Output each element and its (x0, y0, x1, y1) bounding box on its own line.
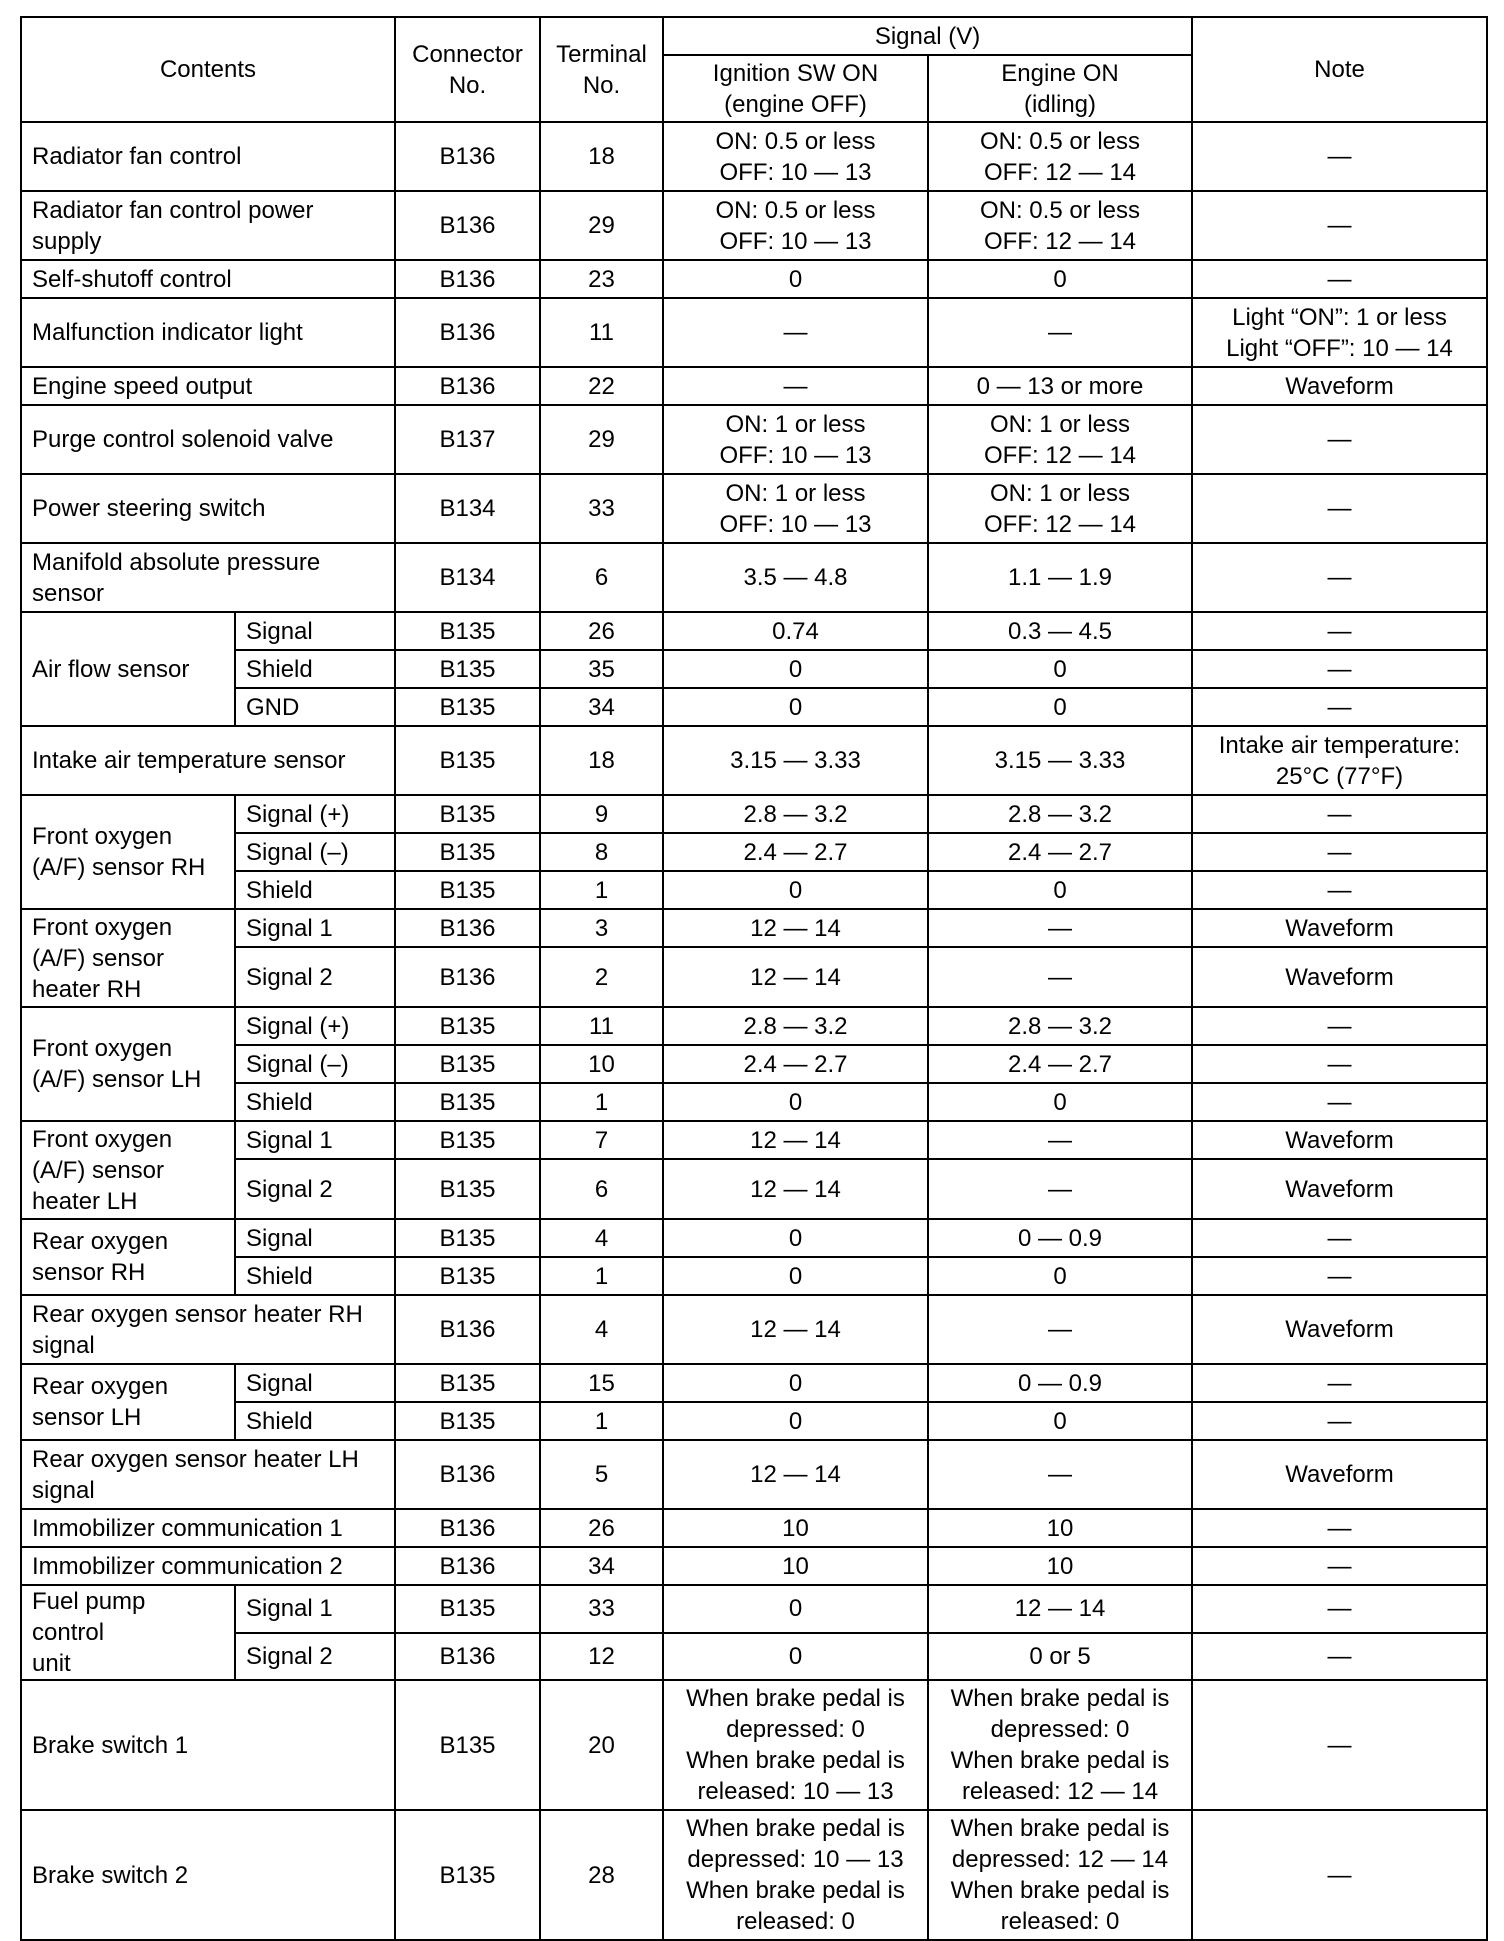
note-cell: — (1192, 871, 1487, 909)
note-cell: — (1192, 1680, 1487, 1810)
connector-cell: B135 (395, 1585, 540, 1633)
header-connector: Connector No. (395, 17, 540, 122)
engine-on-cell: 0 or 5 (928, 1633, 1192, 1681)
terminal-cell: 18 (540, 726, 663, 795)
note-cell: — (1192, 650, 1487, 688)
terminal-cell: 4 (540, 1295, 663, 1364)
connector-cell: B135 (395, 833, 540, 871)
note-cell: Waveform (1192, 947, 1487, 1007)
ignition-on-cell: 10 (663, 1509, 928, 1547)
contents-cell: Malfunction indicator light (21, 298, 395, 367)
terminal-cell: 1 (540, 1402, 663, 1440)
engine-on-cell: 10 (928, 1509, 1192, 1547)
note-cell: — (1192, 122, 1487, 191)
ignition-on-cell: 0 (663, 1083, 928, 1121)
sub-cell: Signal (235, 612, 395, 650)
ignition-on-cell: 2.4 — 2.7 (663, 833, 928, 871)
connector-cell: B135 (395, 1364, 540, 1402)
table-row (21, 1633, 1487, 1681)
table-row (21, 688, 1487, 726)
note-cell: — (1192, 260, 1487, 298)
note-cell: — (1192, 1083, 1487, 1121)
connector-cell: B137 (395, 405, 540, 474)
note-cell: Waveform (1192, 367, 1487, 405)
table-row (21, 1402, 1487, 1440)
ignition-on-cell: 2.8 — 3.2 (663, 795, 928, 833)
sub-cell: Signal 2 (235, 1633, 395, 1681)
ignition-on-cell: 12 — 14 (663, 1440, 928, 1509)
contents-cell: Brake switch 1 (21, 1680, 395, 1810)
engine-on-cell: — (928, 1121, 1192, 1159)
engine-on-cell: 0 — 13 or more (928, 367, 1192, 405)
connector-cell: B135 (395, 795, 540, 833)
connector-cell: B136 (395, 1547, 540, 1585)
engine-on-cell: 0 (928, 1257, 1192, 1295)
ignition-on-cell: 10 (663, 1547, 928, 1585)
connector-cell: B134 (395, 543, 540, 612)
table-row (21, 367, 1487, 405)
terminal-cell: 6 (540, 1159, 663, 1219)
ignition-on-cell: 3.15 — 3.33 (663, 726, 928, 795)
contents-cell: Radiator fan control power supply (21, 191, 395, 260)
engine-on-cell: 2.4 — 2.7 (928, 833, 1192, 871)
sub-cell: Signal 1 (235, 1121, 395, 1159)
ignition-on-cell: ON: 0.5 or less OFF: 10 — 13 (663, 122, 928, 191)
table-row (21, 1440, 1487, 1509)
connector-cell: B135 (395, 1257, 540, 1295)
engine-on-cell: When brake pedal is depressed: 0 When brake pedal is released: 12 — 14 (928, 1680, 1192, 1810)
ignition-on-cell: 0.74 (663, 612, 928, 650)
engine-on-cell: — (928, 1295, 1192, 1364)
note-cell: Intake air temperature: 25°C (77°F) (1192, 726, 1487, 795)
connector-cell: B136 (395, 367, 540, 405)
terminal-cell: 28 (540, 1810, 663, 1940)
header-engine-on: Engine ON (idling) (928, 55, 1192, 122)
sub-cell: Signal 1 (235, 1585, 395, 1633)
group-cell: Rear oxygen sensor RH (21, 1219, 235, 1295)
table-row (21, 1159, 1487, 1219)
engine-on-cell: — (928, 298, 1192, 367)
table-row (21, 405, 1487, 474)
terminal-cell: 1 (540, 1257, 663, 1295)
table-row (21, 871, 1487, 909)
terminal-cell: 9 (540, 795, 663, 833)
ignition-on-cell: ON: 1 or less OFF: 10 — 13 (663, 474, 928, 543)
sub-cell: Shield (235, 871, 395, 909)
table-row (21, 1219, 1487, 1257)
contents-cell: Engine speed output (21, 367, 395, 405)
terminal-cell: 10 (540, 1045, 663, 1083)
table-row (21, 298, 1487, 367)
note-cell: — (1192, 543, 1487, 612)
note-cell: — (1192, 833, 1487, 871)
header-signal: Signal (V) (663, 17, 1192, 55)
connector-cell: B136 (395, 947, 540, 1007)
note-cell: — (1192, 1810, 1487, 1940)
engine-on-cell: 0 (928, 260, 1192, 298)
connector-cell: B135 (395, 1402, 540, 1440)
ignition-on-cell: 0 (663, 871, 928, 909)
table-row (21, 726, 1487, 795)
engine-on-cell: 3.15 — 3.33 (928, 726, 1192, 795)
terminal-cell: 1 (540, 871, 663, 909)
table-row (21, 1509, 1487, 1547)
header-note: Note (1192, 17, 1487, 122)
ignition-on-cell: 12 — 14 (663, 1159, 928, 1219)
ignition-on-cell: When brake pedal is depressed: 10 — 13 When brake pedal is released: 0 (663, 1810, 928, 1940)
terminal-cell: 3 (540, 909, 663, 947)
terminal-cell: 29 (540, 191, 663, 260)
ignition-on-cell: When brake pedal is depressed: 0 When brake pedal is released: 10 — 13 (663, 1680, 928, 1810)
sub-cell: Shield (235, 1083, 395, 1121)
connector-cell: B135 (395, 1219, 540, 1257)
engine-on-cell: ON: 1 or less OFF: 12 — 14 (928, 474, 1192, 543)
terminal-cell: 29 (540, 405, 663, 474)
engine-on-cell: 0 (928, 871, 1192, 909)
sub-cell: Signal (–) (235, 1045, 395, 1083)
sub-cell: Signal 2 (235, 1159, 395, 1219)
ignition-on-cell: 12 — 14 (663, 947, 928, 1007)
group-cell: Front oxygen (A/F) sensor LH (21, 1007, 235, 1121)
sub-cell: Signal 2 (235, 947, 395, 1007)
contents-cell: Manifold absolute pressure sensor (21, 543, 395, 612)
connector-cell: B135 (395, 1083, 540, 1121)
contents-cell: Rear oxygen sensor heater LH signal (21, 1440, 395, 1509)
note-cell: — (1192, 1045, 1487, 1083)
engine-on-cell: ON: 1 or less OFF: 12 — 14 (928, 405, 1192, 474)
terminal-cell: 4 (540, 1219, 663, 1257)
note-cell: Waveform (1192, 1440, 1487, 1509)
engine-on-cell: 1.1 — 1.9 (928, 543, 1192, 612)
table-row (21, 909, 1487, 947)
terminal-cell: 11 (540, 1007, 663, 1045)
terminal-cell: 2 (540, 947, 663, 1007)
ignition-on-cell: 0 (663, 1257, 928, 1295)
engine-on-cell: 2.4 — 2.7 (928, 1045, 1192, 1083)
connector-cell: B136 (395, 909, 540, 947)
sub-cell: Shield (235, 650, 395, 688)
note-cell: — (1192, 1257, 1487, 1295)
terminal-cell: 34 (540, 1547, 663, 1585)
terminal-cell: 8 (540, 833, 663, 871)
connector-cell: B135 (395, 688, 540, 726)
terminal-cell: 33 (540, 1585, 663, 1633)
terminal-cell: 6 (540, 543, 663, 612)
engine-on-cell: 0.3 — 4.5 (928, 612, 1192, 650)
connector-cell: B135 (395, 650, 540, 688)
note-cell: — (1192, 1585, 1487, 1633)
table-row (21, 1121, 1487, 1159)
contents-cell: Immobilizer communication 1 (21, 1509, 395, 1547)
ignition-on-cell: 3.5 — 4.8 (663, 543, 928, 612)
terminal-cell: 5 (540, 1440, 663, 1509)
connector-cell: B135 (395, 1121, 540, 1159)
ignition-on-cell: 0 (663, 688, 928, 726)
note-cell: — (1192, 688, 1487, 726)
ignition-on-cell: ON: 1 or less OFF: 10 — 13 (663, 405, 928, 474)
ignition-on-cell: 0 (663, 1585, 928, 1633)
note-cell: Waveform (1192, 1295, 1487, 1364)
ignition-on-cell: — (663, 367, 928, 405)
table-row (21, 1680, 1487, 1810)
table-row (21, 474, 1487, 543)
engine-on-cell: 0 (928, 688, 1192, 726)
group-cell: Front oxygen (A/F) sensor heater RH (21, 909, 235, 1007)
connector-cell: B136 (395, 1295, 540, 1364)
ignition-on-cell: 0 (663, 1633, 928, 1681)
group-cell: Fuel pump control unit (21, 1585, 235, 1680)
ignition-on-cell: 0 (663, 260, 928, 298)
ignition-on-cell: — (663, 298, 928, 367)
table-row (21, 1045, 1487, 1083)
terminal-cell: 22 (540, 367, 663, 405)
ignition-on-cell: 0 (663, 1402, 928, 1440)
table-row (21, 612, 1487, 650)
note-cell: Waveform (1192, 909, 1487, 947)
sub-cell: Signal (235, 1364, 395, 1402)
connector-cell: B136 (395, 298, 540, 367)
terminal-cell: 34 (540, 688, 663, 726)
engine-on-cell: 0 (928, 650, 1192, 688)
connector-cell: B136 (395, 1440, 540, 1509)
contents-cell: Rear oxygen sensor heater RH signal (21, 1295, 395, 1364)
ignition-on-cell: 12 — 14 (663, 1295, 928, 1364)
ignition-on-cell: 2.8 — 3.2 (663, 1007, 928, 1045)
table-row (21, 1547, 1487, 1585)
note-cell: Waveform (1192, 1159, 1487, 1219)
contents-cell: Brake switch 2 (21, 1810, 395, 1940)
connector-cell: B135 (395, 726, 540, 795)
terminal-cell: 26 (540, 1509, 663, 1547)
table-row (21, 260, 1487, 298)
engine-on-cell: 10 (928, 1547, 1192, 1585)
contents-cell: Self-shutoff control (21, 260, 395, 298)
engine-on-cell: 2.8 — 3.2 (928, 1007, 1192, 1045)
sub-cell: GND (235, 688, 395, 726)
note-cell: — (1192, 1509, 1487, 1547)
table-row (21, 1585, 1487, 1633)
connector-cell: B135 (395, 1007, 540, 1045)
terminal-cell: 1 (540, 1083, 663, 1121)
group-cell: Rear oxygen sensor LH (21, 1364, 235, 1440)
engine-on-cell: 0 (928, 1083, 1192, 1121)
sub-cell: Signal (235, 1219, 395, 1257)
connector-cell: B136 (395, 260, 540, 298)
sub-cell: Signal (–) (235, 833, 395, 871)
ignition-on-cell: 0 (663, 1219, 928, 1257)
terminal-cell: 12 (540, 1633, 663, 1681)
terminal-cell: 11 (540, 298, 663, 367)
sub-cell: Signal (+) (235, 795, 395, 833)
connector-cell: B135 (395, 1810, 540, 1940)
table-row (21, 1007, 1487, 1045)
engine-on-cell: — (928, 1440, 1192, 1509)
table-row (21, 795, 1487, 833)
header-contents: Contents (21, 17, 395, 122)
engine-on-cell: 2.8 — 3.2 (928, 795, 1192, 833)
connector-cell: B135 (395, 612, 540, 650)
terminal-cell: 23 (540, 260, 663, 298)
engine-on-cell: 12 — 14 (928, 1585, 1192, 1633)
connector-cell: B136 (395, 1633, 540, 1681)
table-row (21, 833, 1487, 871)
note-cell: — (1192, 1007, 1487, 1045)
engine-on-cell: When brake pedal is depressed: 12 — 14 When brake pedal is released: 0 (928, 1810, 1192, 1940)
connector-cell: B136 (395, 1509, 540, 1547)
note-cell: — (1192, 191, 1487, 260)
connector-cell: B135 (395, 1680, 540, 1810)
contents-cell: Power steering switch (21, 474, 395, 543)
ignition-on-cell: 12 — 14 (663, 909, 928, 947)
connector-cell: B135 (395, 1159, 540, 1219)
contents-cell: Purge control solenoid valve (21, 405, 395, 474)
note-cell: — (1192, 612, 1487, 650)
table-row (21, 1364, 1487, 1402)
note-cell: — (1192, 1547, 1487, 1585)
note-cell: — (1192, 1219, 1487, 1257)
terminal-cell: 26 (540, 612, 663, 650)
note-cell: — (1192, 405, 1487, 474)
ignition-on-cell: 0 (663, 1364, 928, 1402)
header-ignition-on: Ignition SW ON (engine OFF) (663, 55, 928, 122)
terminal-cell: 7 (540, 1121, 663, 1159)
connector-cell: B136 (395, 191, 540, 260)
engine-on-cell: 0 (928, 1402, 1192, 1440)
connector-cell: B134 (395, 474, 540, 543)
sub-cell: Signal 1 (235, 909, 395, 947)
engine-on-cell: 0 — 0.9 (928, 1364, 1192, 1402)
note-cell: — (1192, 1364, 1487, 1402)
signal-table (20, 16, 1488, 1941)
terminal-cell: 15 (540, 1364, 663, 1402)
connector-cell: B135 (395, 1045, 540, 1083)
ignition-on-cell: 2.4 — 2.7 (663, 1045, 928, 1083)
table-row (21, 1295, 1487, 1364)
ignition-on-cell: ON: 0.5 or less OFF: 10 — 13 (663, 191, 928, 260)
connector-cell: B136 (395, 122, 540, 191)
note-cell: — (1192, 1402, 1487, 1440)
engine-on-cell: 0 — 0.9 (928, 1219, 1192, 1257)
terminal-cell: 33 (540, 474, 663, 543)
connector-cell: B135 (395, 871, 540, 909)
engine-on-cell: ON: 0.5 or less OFF: 12 — 14 (928, 191, 1192, 260)
contents-cell: Intake air temperature sensor (21, 726, 395, 795)
sub-cell: Shield (235, 1257, 395, 1295)
ignition-on-cell: 12 — 14 (663, 1121, 928, 1159)
table-row (21, 543, 1487, 612)
group-cell: Front oxygen (A/F) sensor RH (21, 795, 235, 909)
contents-cell: Immobilizer communication 2 (21, 1547, 395, 1585)
table-row (21, 947, 1487, 1007)
terminal-cell: 35 (540, 650, 663, 688)
group-cell: Air flow sensor (21, 612, 235, 726)
table-row (21, 122, 1487, 191)
table-row (21, 191, 1487, 260)
note-cell: — (1192, 795, 1487, 833)
header-terminal: Terminal No. (540, 17, 663, 122)
note-cell: — (1192, 474, 1487, 543)
note-cell: Light “ON”: 1 or less Light “OFF”: 10 — 14 (1192, 298, 1487, 367)
table-row (21, 650, 1487, 688)
terminal-cell: 20 (540, 1680, 663, 1810)
note-cell: Waveform (1192, 1121, 1487, 1159)
engine-on-cell: ON: 0.5 or less OFF: 12 — 14 (928, 122, 1192, 191)
engine-on-cell: — (928, 909, 1192, 947)
engine-on-cell: — (928, 1159, 1192, 1219)
table-row (21, 1083, 1487, 1121)
group-cell: Front oxygen (A/F) sensor heater LH (21, 1121, 235, 1219)
table-row (21, 1810, 1487, 1940)
sub-cell: Signal (+) (235, 1007, 395, 1045)
table-row (21, 1257, 1487, 1295)
terminal-cell: 18 (540, 122, 663, 191)
contents-cell: Radiator fan control (21, 122, 395, 191)
engine-on-cell: — (928, 947, 1192, 1007)
note-cell: — (1192, 1633, 1487, 1681)
ignition-on-cell: 0 (663, 650, 928, 688)
sub-cell: Shield (235, 1402, 395, 1440)
